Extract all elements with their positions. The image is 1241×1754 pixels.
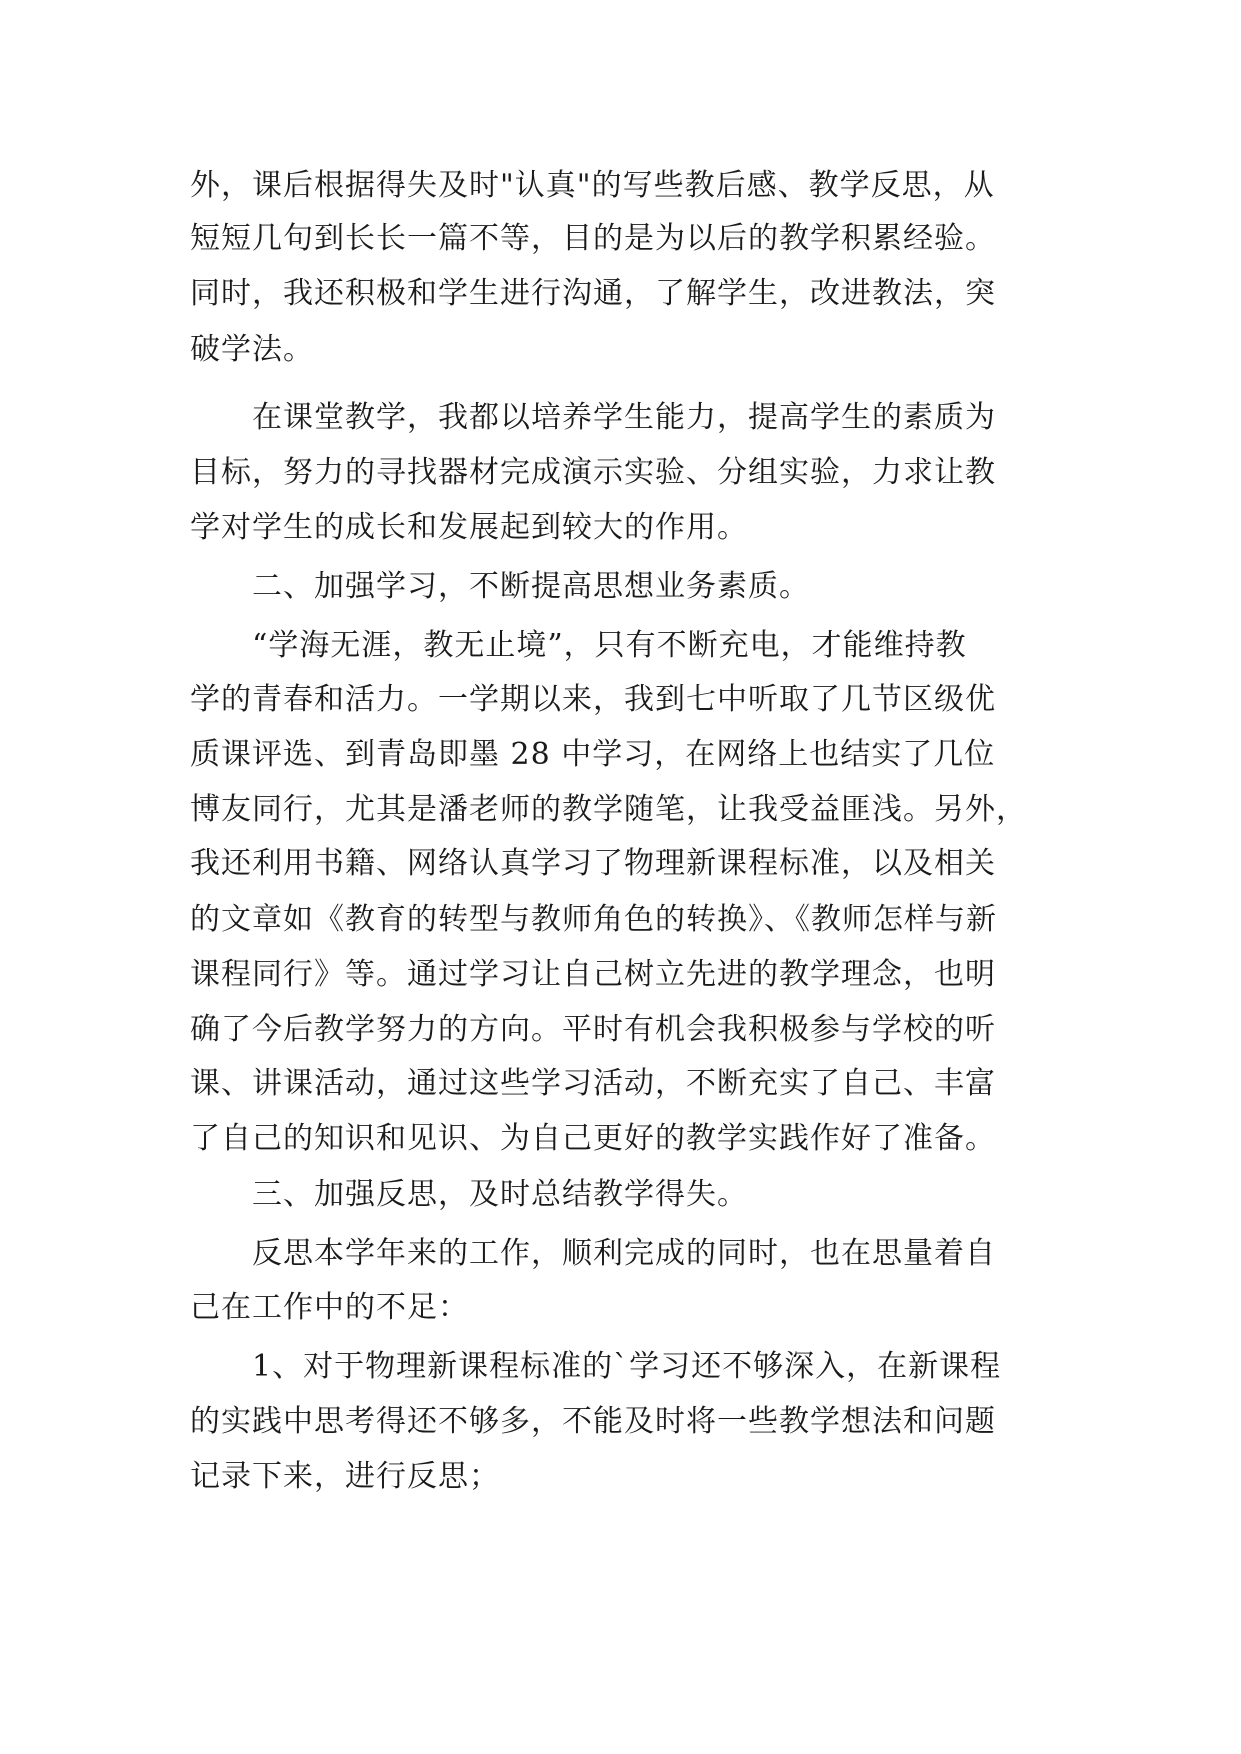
text-line: 课、讲课活动，通过这些学习活动，不断充实了自己、丰富 bbox=[190, 1066, 996, 1101]
text-line: 学对学生的成长和发展起到较大的作用。 bbox=[190, 510, 748, 545]
text-line: 的文章如《教育的转型与教师角色的转换》、《教师怎样与新 bbox=[190, 902, 997, 937]
text-line: 短短几句到长长一篇不等，目的是为以后的教学积累经验。 bbox=[190, 221, 996, 256]
text-line: 己在工作中的不足： bbox=[190, 1290, 469, 1325]
list-item-first-line: 1、对于物理新课程标准的`学习还不够深入，在新课程 bbox=[252, 1349, 1002, 1384]
paragraph-first-line: “学海无涯，教无止境”，只有不断充电，才能维持教 bbox=[252, 628, 967, 663]
section-heading: 三、加强反思，及时总结教学得失。 bbox=[252, 1177, 748, 1212]
text-line: 了自己的知识和见识、为自己更好的教学实践作好了准备。 bbox=[190, 1121, 996, 1156]
text-line: 的实践中思考得还不够多，不能及时将一些教学想法和问题 bbox=[190, 1404, 996, 1439]
paragraph-first-line: 在课堂教学，我都以培养学生能力，提高学生的素质为 bbox=[252, 400, 996, 435]
section-heading: 二、加强学习，不断提高思想业务素质。 bbox=[252, 569, 810, 604]
text-line: 外，课后根据得失及时"认真"的写些教后感、教学反思，从 bbox=[190, 168, 995, 203]
text-line: 破学法。 bbox=[190, 332, 314, 367]
text-line: 目标，努力的寻找器材完成演示实验、分组实验，力求让教 bbox=[190, 455, 996, 490]
text-line: 学的青春和活力。一学期以来，我到七中听取了几节区级优 bbox=[190, 682, 996, 717]
paragraph-first-line: 反思本学年来的工作，顺利完成的同时，也在思量着自 bbox=[252, 1236, 996, 1271]
text-line: 博友同行，尤其是潘老师的教学随笔，让我受益匪浅。另外， bbox=[190, 792, 1027, 827]
text-line: 记录下来，进行反思； bbox=[190, 1459, 500, 1494]
text-line: 我还利用书籍、网络认真学习了物理新课程标准，以及相关 bbox=[190, 846, 996, 881]
text-line: 质课评选、到青岛即墨 28 中学习，在网络上也结实了几位 bbox=[190, 737, 996, 772]
text-line: 课程同行》等。通过学习让自己树立先进的教学理念，也明 bbox=[190, 957, 996, 992]
text-line: 确了今后教学努力的方向。平时有机会我积极参与学校的听 bbox=[190, 1012, 996, 1047]
text-line: 同时，我还积极和学生进行沟通，了解学生，改进教法，突 bbox=[190, 276, 996, 311]
